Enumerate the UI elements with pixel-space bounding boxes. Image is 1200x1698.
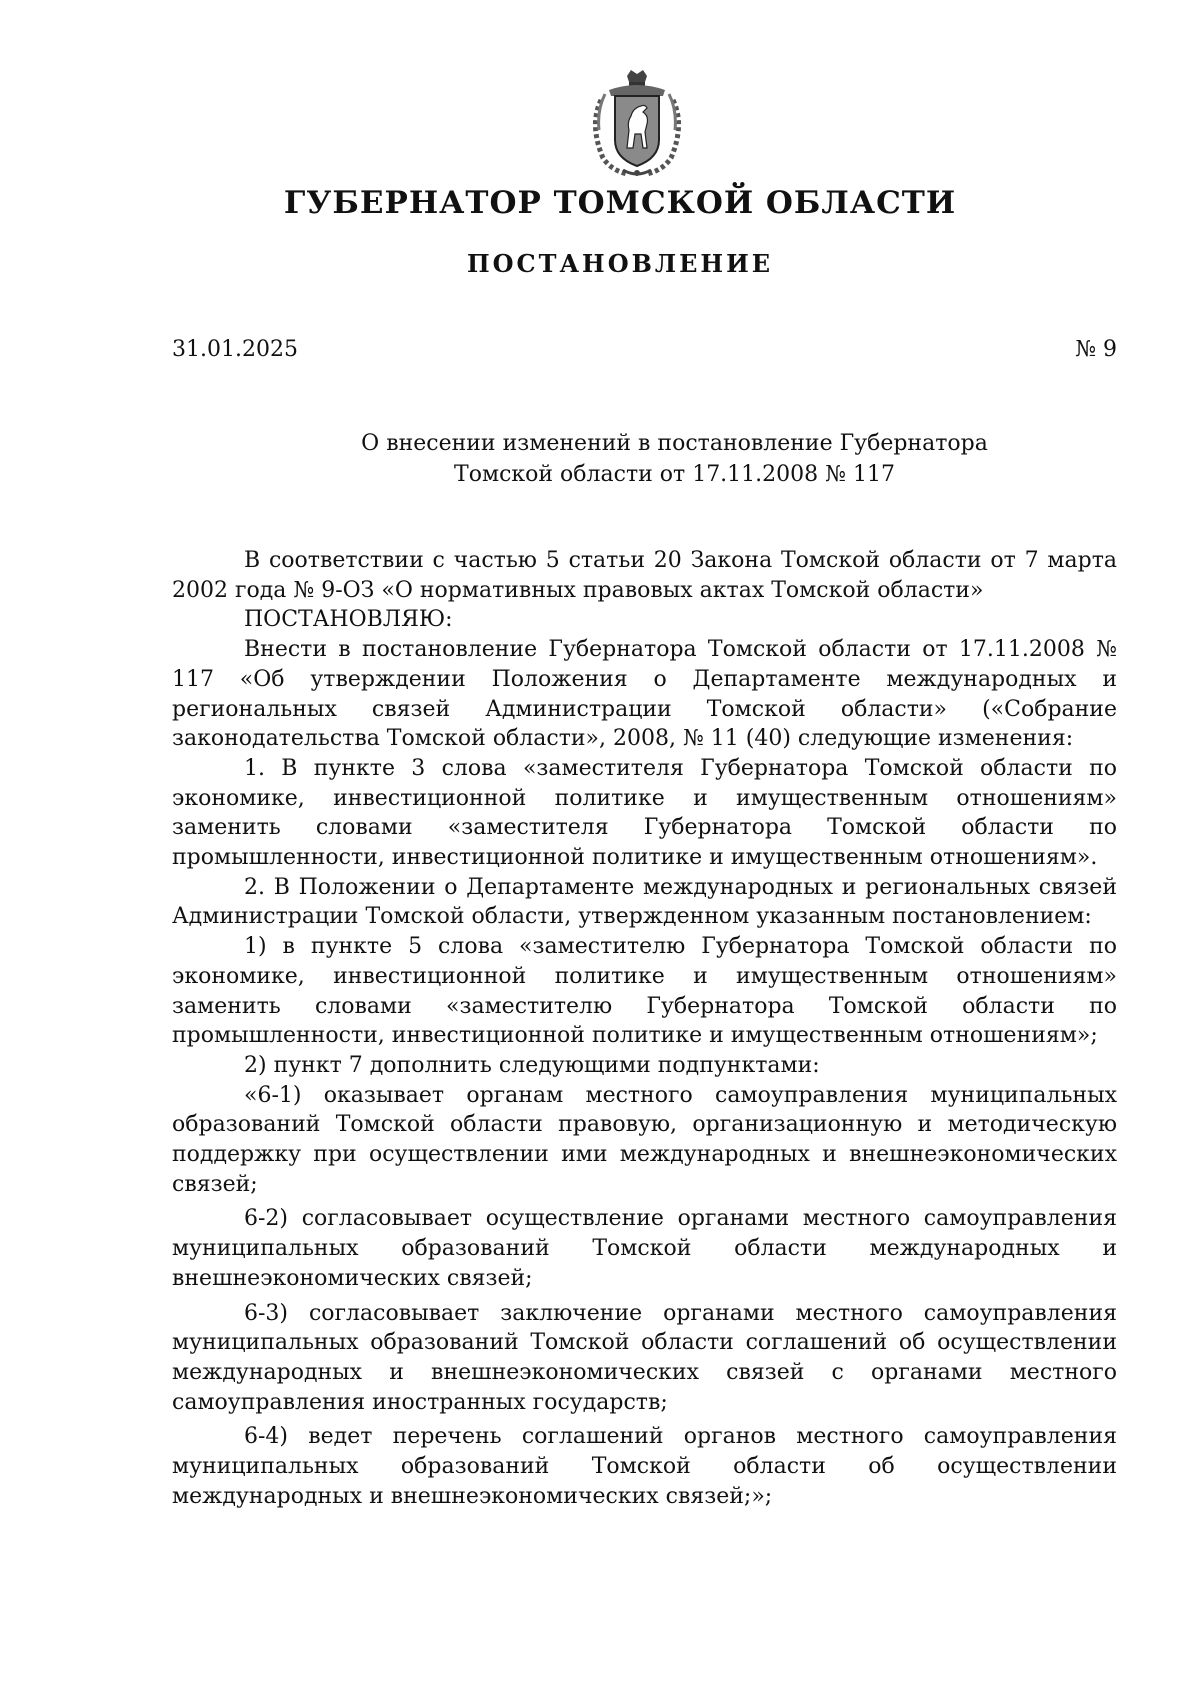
- body-paragraph: 6-4) ведет перечень соглашений органов местного самоуправления муниципальных образований Томской области об осуществлении международных и внешнеэкономических связей;»;: [172, 1424, 1117, 1509]
- coat-of-arms-icon: [583, 70, 691, 180]
- body-paragraph: «6-1) оказывает органам местного самоуправления муниципальных образований Томской области правовую, организационную и методическую поддержку при осуществлении ими международных и внешнеэкономических связей;: [172, 1082, 1117, 1197]
- body-paragraph: 6-2) согласовывает осуществление органами местного самоуправления муниципальных образований Томской области международных и внешнеэкономических связей;: [172, 1206, 1117, 1291]
- body-paragraph: В соответствии с частью 5 статьи 20 Закона Томской области от 7 марта 2002 года № 9-ОЗ «О нормативных правовых актах Томской области»: [172, 548, 1117, 603]
- document-date: 31.01.2025: [172, 337, 298, 362]
- body-paragraph: 2) пункт 7 дополнить следующими подпунктами:: [244, 1052, 820, 1078]
- document-title-line-2: Томской области от 17.11.2008 № 117: [454, 462, 895, 487]
- document-type: ПОСТАНОВЛЕНИЕ: [466, 249, 774, 278]
- body-paragraph: 2. В Положении о Департаменте международных и региональных связей Администрации Томской области, утвержденном указанным постановлением:: [172, 874, 1117, 930]
- document-body: [172, 546, 1117, 1512]
- body-paragraph: 1. В пункте 3 слова «заместителя Губернатора Томской области по экономике, инвестиционной политике и имущественным отношениям» заменить словами «заместителя Губернатора Томской области по промышленности, инвестиционной политике и имущественным отношениям».: [172, 755, 1117, 871]
- document-title-line-1: О внесении изменений в постановление Губернатора: [361, 431, 988, 456]
- body-paragraph: 1) в пункте 5 слова «заместителю Губернатора Томской области по экономике, инвестиционной политике и имущественным отношениям» заменить словами «заместителю Губернатора Томской области по промышленности, инвестиционной политике и имущественным отношениям»;: [172, 934, 1117, 1049]
- body-paragraph: 6-3) согласовывает заключение органами местного самоуправления муниципальных образований Томской области соглашений об осуществлении международных и внешнеэкономических связей с органами местного самоуправления иностранных государств;: [172, 1300, 1117, 1415]
- body-paragraph: Внести в постановление Губернатора Томской области от 17.11.2008 № 117 «Об утверждении Положения о Департаменте международных и региональных связей Администрации Томской области» («Собрание законодательства Томской области», 2008, № 11 (40) следующие изменения:: [172, 637, 1117, 752]
- document-title: [172, 428, 1117, 490]
- document-number: № 9: [1075, 337, 1117, 362]
- body-paragraph: ПОСТАНОВЛЯЮ:: [244, 607, 453, 633]
- document-meta: [172, 337, 1117, 362]
- issuing-authority: ГУБЕРНАТОР ТОМСКОЙ ОБЛАСТИ: [283, 185, 957, 221]
